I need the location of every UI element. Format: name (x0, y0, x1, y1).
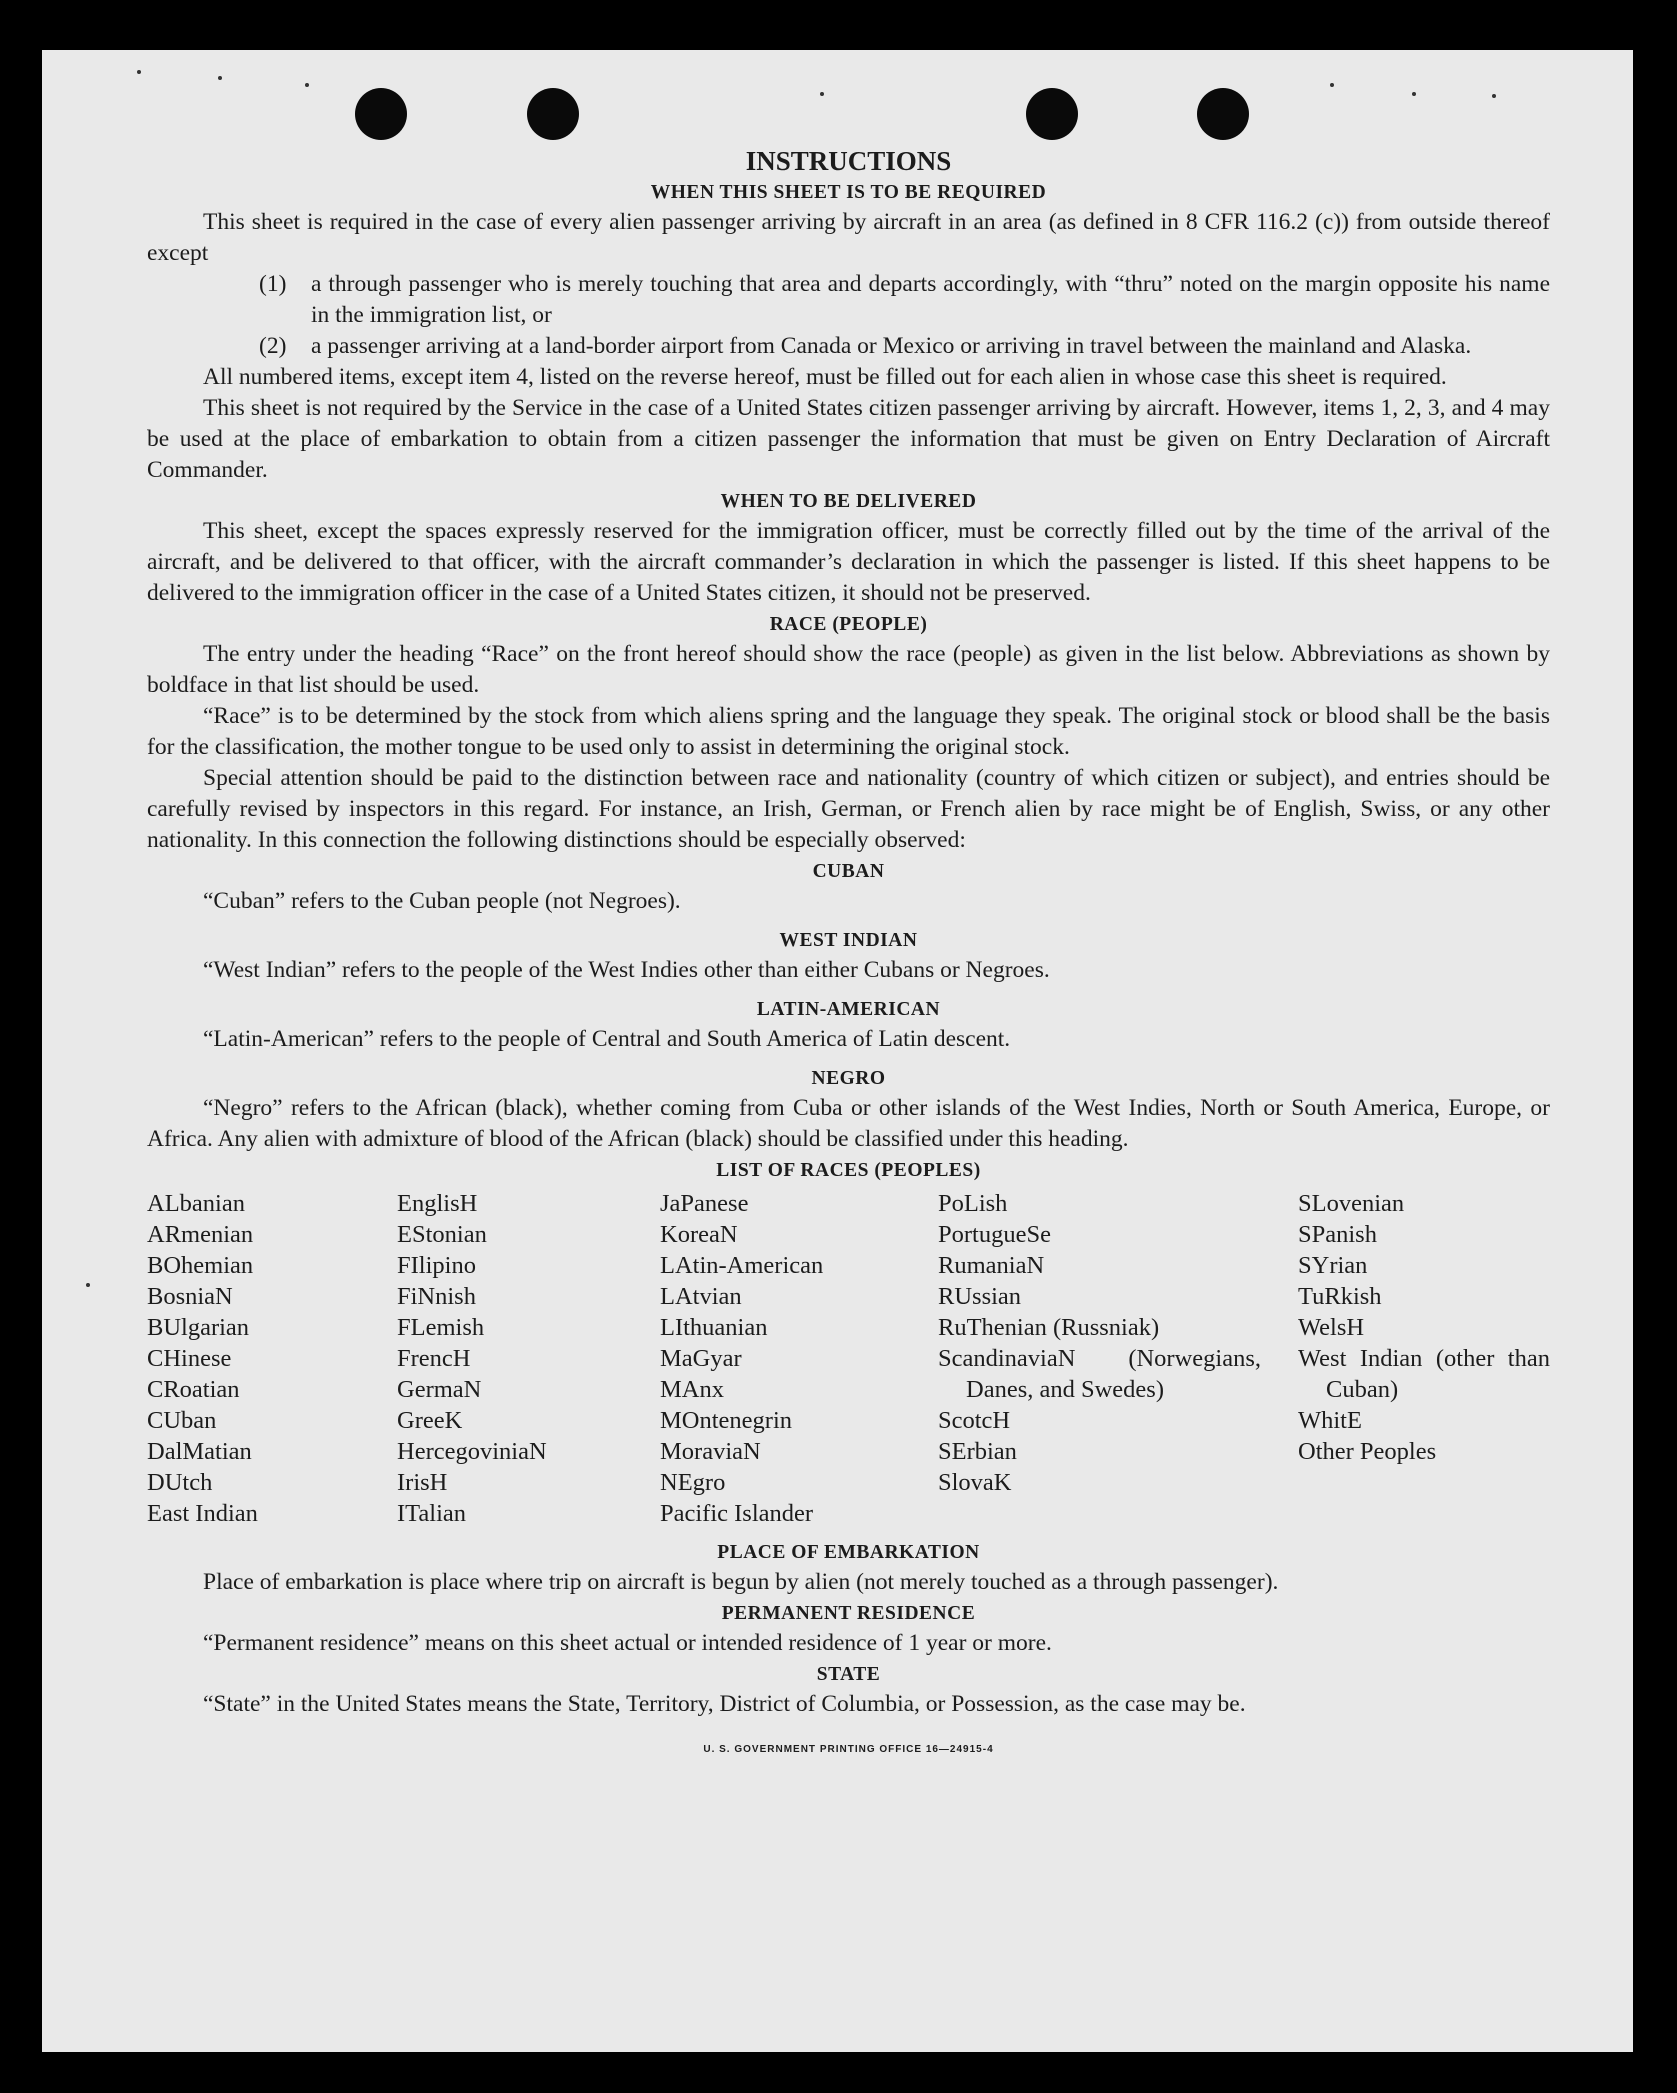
paragraph: The entry under the heading “Race” on the front hereof should show the race (people) as given in the list below. Abbreviations as shown by boldface in that list should be used. (147, 641, 1550, 698)
paragraph: “Latin-American” refers to the people of Central and South America of Latin descent. (203, 1026, 1011, 1052)
race-entry: West Indian (other than Cuban) (1298, 1345, 1550, 1403)
race-entry: EnglisH (397, 1190, 478, 1217)
race-entry: WhitE (1298, 1407, 1362, 1434)
race-entry: BosniaN (147, 1283, 233, 1310)
race-entry: East Indian (147, 1500, 258, 1527)
printer-imprint: U. S. GOVERNMENT PRINTING OFFICE 16—24915-4 (703, 1744, 994, 1755)
paragraph: “Race” is to be determined by the stock from which aliens spring and the language they speak. The original stock or blood shall be the basis for the classification, the mother tongue to be used only to assist in determining the original stock. (147, 703, 1550, 760)
paragraph: “State” in the United States means the State, Territory, District of Columbia, or Possession, as the case may be. (203, 1691, 1246, 1717)
race-entry: MOntenegrin (660, 1407, 792, 1434)
race-entry: LAtin-American (660, 1252, 824, 1279)
item-number: (2) (259, 333, 287, 359)
race-entry: SYrian (1298, 1252, 1368, 1279)
heading-residence: PERMANENT RESIDENCE (721, 1603, 976, 1624)
races-column (147, 1188, 397, 1529)
race-entry: ARmenian (147, 1221, 254, 1248)
race-entry: ALbanian (147, 1190, 245, 1217)
punch-hole (1026, 88, 1078, 140)
speck (305, 83, 309, 87)
speck (86, 1283, 90, 1287)
heading-when-delivered: WHEN TO BE DELIVERED (720, 491, 977, 512)
race-entry: RumaniaN (938, 1252, 1045, 1279)
race-entry: HercegoviniaN (397, 1438, 547, 1465)
race-entry: RUssian (938, 1283, 1022, 1310)
race-entry: SLovenian (1298, 1190, 1405, 1217)
race-entry: SErbian (938, 1438, 1017, 1465)
speck (1412, 92, 1416, 96)
punch-hole (1197, 88, 1249, 140)
race-entry: ScandinaviaN (Norwegians, Danes, and Swedes) (938, 1345, 1261, 1403)
item-text: a passenger arriving at a land-border airport from Canada or Mexico or arriving in travel between the mainland and Alaska. (311, 333, 1472, 359)
race-entry: ITalian (397, 1500, 467, 1527)
speck (1330, 83, 1334, 87)
race-entry: MAnx (660, 1376, 724, 1403)
race-entry: JaPanese (660, 1190, 749, 1217)
race-entry: WelsH (1298, 1314, 1365, 1341)
race-entry: IrisH (397, 1469, 448, 1496)
races-column (660, 1188, 938, 1529)
races-list (147, 1188, 1550, 1529)
race-entry: ScotcH (938, 1407, 1011, 1434)
race-entry: LAtvian (660, 1283, 742, 1310)
punch-hole (355, 88, 407, 140)
speck (218, 76, 222, 80)
page-title: INSTRUCTIONS (745, 146, 952, 176)
race-entry: BUlgarian (147, 1314, 250, 1341)
paragraph: “Permanent residence” means on this sheet actual or intended residence of 1 year or more. (203, 1630, 1052, 1656)
races-column (1298, 1188, 1550, 1529)
race-entry: GermaN (397, 1376, 482, 1403)
heading-latin-american: LATIN-AMERICAN (756, 999, 941, 1020)
instructions-body (147, 146, 1550, 1765)
speck (820, 92, 824, 96)
paragraph: This sheet, except the spaces expressly reserved for the immigration officer, must be correctly filled out by the time of the arrival of the aircraft, and be delivered to that officer, with the aircraft commander’s declaration in which the passenger is listed. If this sheet happens to be delivered to the immigration officer in the case of a United States citizen, it should not be preserved. (147, 518, 1550, 606)
race-entry: KoreaN (660, 1221, 738, 1248)
race-entry: CUban (147, 1407, 217, 1434)
heading-list-of-races: LIST OF RACES (PEOPLES) (716, 1160, 981, 1181)
race-entry: BOhemian (147, 1252, 254, 1279)
heading-race: RACE (PEOPLE) (769, 614, 928, 635)
heading-cuban: CUBAN (812, 861, 885, 882)
race-entry: DUtch (147, 1469, 213, 1496)
race-entry: GreeK (397, 1407, 463, 1434)
race-entry: FLemish (397, 1314, 485, 1341)
races-column (938, 1188, 1298, 1529)
document-sheet (42, 50, 1633, 2052)
heading-state: STATE (816, 1664, 881, 1685)
paragraph: Special attention should be paid to the distinction between race and nationality (country of which citizen or subject), and entries should be carefully revised by inspectors in this regard. For instance, an Irish, German, or French alien by race might be of English, Swiss, or any other nationality. In this connection the following distinctions should be especially observed: (147, 765, 1550, 853)
race-entry: CHinese (147, 1345, 232, 1372)
speck (1492, 94, 1496, 98)
race-entry: PoLish (938, 1190, 1008, 1217)
item-text: a through passenger who is merely touching that area and departs accordingly, with “thru” noted on the margin opposite his name in the immigration list, or (311, 271, 1550, 328)
race-entry: SPanish (1298, 1221, 1377, 1248)
paragraph: “West Indian” refers to the people of the West Indies other than either Cubans or Negroes. (203, 957, 1050, 983)
races-column (397, 1188, 660, 1529)
paragraph: This sheet is required in the case of every alien passenger arriving by aircraft in an area (as defined in 8 CFR 116.2 (c)) from outside thereof except (147, 209, 1550, 266)
race-entry: PortugueSe (938, 1221, 1051, 1248)
race-entry: SlovaK (938, 1469, 1012, 1496)
race-entry: RuThenian (Russniak) (938, 1314, 1160, 1341)
list-item (259, 331, 1550, 362)
race-entry: MoraviaN (660, 1438, 761, 1465)
race-entry: TuRkish (1298, 1283, 1382, 1310)
heading-when-required: WHEN THIS SHEET IS TO BE REQUIRED (650, 182, 1047, 203)
race-entry: FrencH (397, 1345, 471, 1372)
punch-hole (527, 88, 579, 140)
heading-embarkation: PLACE OF EMBARKATION (717, 1542, 980, 1563)
speck (137, 70, 141, 74)
race-entry: LIthuanian (660, 1314, 768, 1341)
race-entry: EStonian (397, 1221, 487, 1248)
race-entry: FIlipino (397, 1252, 476, 1279)
paragraph: This sheet is not required by the Service in the case of a United States citizen passenger arriving by aircraft. However, items 1, 2, 3, and 4 may be used at the place of embarkation to obtain from a citizen passenger the information that must be given on Entry Declaration of Aircraft Commander. (147, 395, 1550, 483)
race-entry: NEgro (660, 1469, 726, 1496)
race-entry: MaGyar (660, 1345, 742, 1372)
race-entry: DalMatian (147, 1438, 252, 1465)
paragraph: “Cuban” refers to the Cuban people (not Negroes). (203, 888, 681, 914)
paragraph: Place of embarkation is place where trip on aircraft is begun by alien (not merely touched as a through passenger). (203, 1569, 1279, 1595)
paragraph: All numbered items, except item 4, listed on the reverse hereof, must be filled out for each alien in whose case this sheet is required. (203, 364, 1447, 390)
list-item (259, 269, 1550, 331)
item-number: (1) (259, 271, 287, 297)
race-entry: Pacific Islander (660, 1500, 814, 1527)
race-entry: Other Peoples (1298, 1438, 1437, 1465)
paragraph: “Negro” refers to the African (black), whether coming from Cuba or other islands of the West Indies, North or South America, Europe, or Africa. Any alien with admixture of blood of the African (black) should be classified under this heading. (147, 1095, 1550, 1152)
heading-west-indian: WEST INDIAN (779, 930, 918, 951)
race-entry: CRoatian (147, 1376, 240, 1403)
heading-negro: NEGRO (811, 1068, 886, 1089)
race-entry: FiNnish (397, 1283, 476, 1310)
